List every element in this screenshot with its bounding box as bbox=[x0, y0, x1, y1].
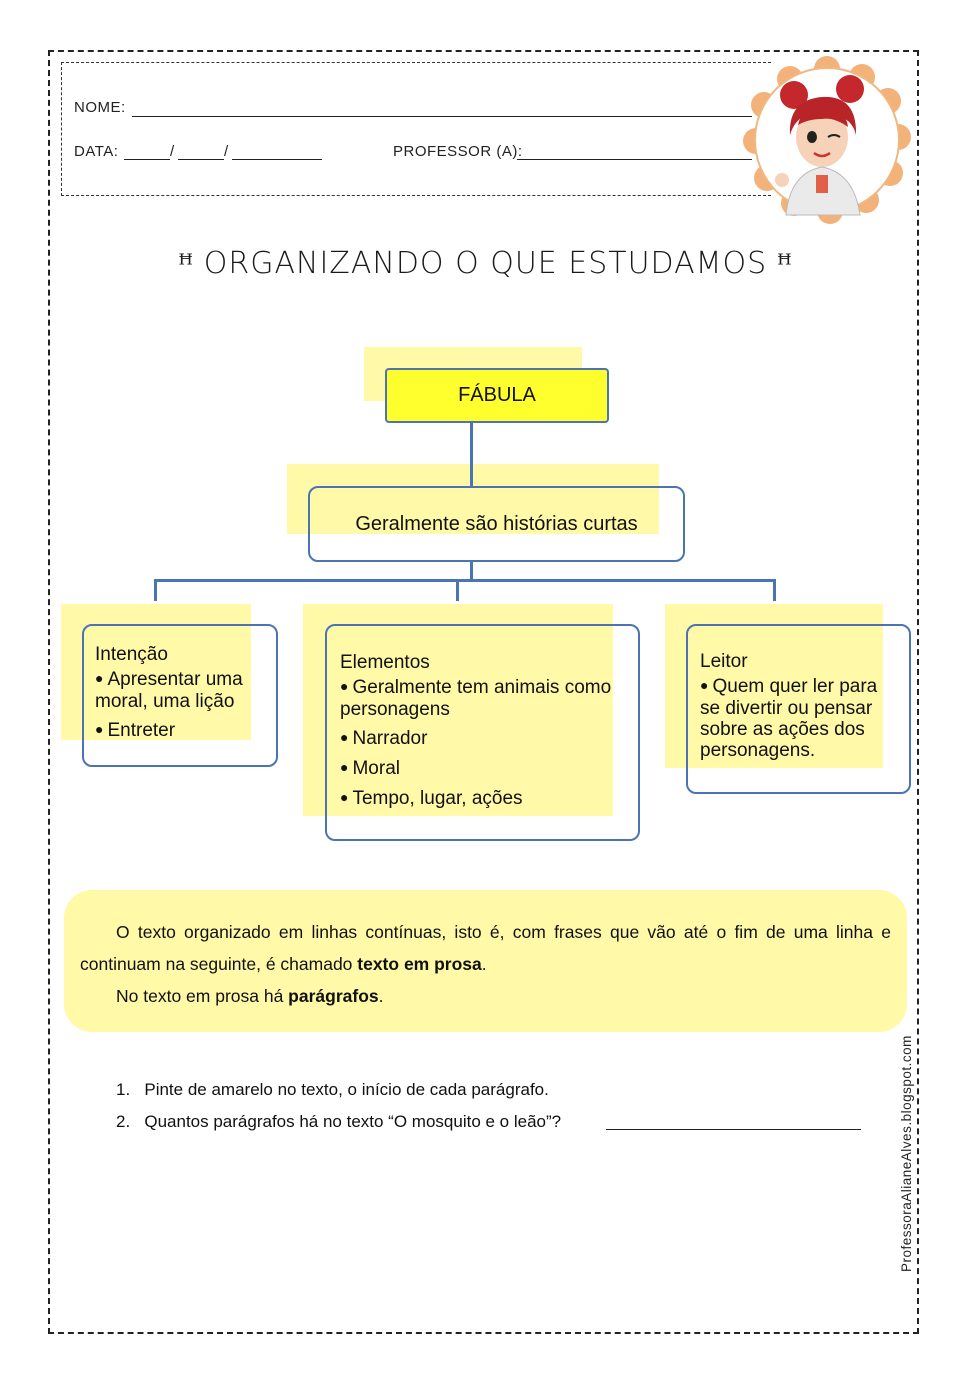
connector-line bbox=[154, 579, 157, 601]
card-item: ● Narrador bbox=[340, 728, 428, 749]
name-field[interactable] bbox=[132, 116, 752, 117]
question-2 bbox=[116, 1112, 561, 1132]
prose-block bbox=[64, 890, 907, 1032]
question-number: 1. bbox=[116, 1080, 131, 1099]
watermark: ProfessoraAlianeAlves.blogspot.com bbox=[899, 1035, 914, 1272]
teacher-label: PROFESSOR (A): bbox=[393, 143, 523, 160]
card-item: ● Quem quer ler para se divertir ou pensar sobre as ações dos personagens. bbox=[700, 676, 878, 761]
date-separator: / bbox=[224, 143, 229, 160]
name-label: NOME: bbox=[74, 99, 126, 116]
card-item: ● Entreter bbox=[95, 720, 176, 741]
date-label: DATA: bbox=[74, 143, 119, 160]
header-box bbox=[61, 62, 771, 196]
title-text: ORGANIZANDO O QUE ESTUDAMOS bbox=[203, 246, 768, 281]
connector-line bbox=[470, 422, 473, 486]
page-title bbox=[0, 246, 971, 281]
connector-line bbox=[470, 561, 473, 581]
diagram-level2-box bbox=[308, 486, 685, 562]
card-item: ● Moral bbox=[340, 758, 400, 779]
ornament-left-icon: ꟸ bbox=[178, 250, 194, 280]
card-item: ● Apresentar uma moral, uma lição bbox=[95, 669, 243, 712]
date-day-field[interactable] bbox=[124, 159, 170, 160]
question-text: Quantos parágrafos há no texto “O mosquito e o leão”? bbox=[144, 1112, 562, 1131]
card-title: Elementos bbox=[340, 652, 430, 673]
ornament-right-icon: ꟸ bbox=[777, 250, 793, 280]
connector-line bbox=[154, 579, 776, 582]
connector-line bbox=[773, 579, 776, 601]
diagram-root-box bbox=[385, 368, 609, 423]
teacher-field[interactable] bbox=[517, 159, 752, 160]
prose-paragraph: No texto em prosa há parágrafos. bbox=[116, 986, 384, 1006]
question-number: 2. bbox=[116, 1112, 131, 1131]
diagram-card-leitor bbox=[686, 624, 911, 794]
date-month-field[interactable] bbox=[178, 159, 224, 160]
date-separator: / bbox=[170, 143, 175, 160]
answer-field[interactable] bbox=[606, 1129, 861, 1130]
card-title: Intenção bbox=[95, 644, 168, 665]
diagram-root-label: FÁBULA bbox=[458, 384, 536, 406]
connector-line bbox=[456, 579, 459, 601]
diagram-card-intencao bbox=[82, 624, 278, 767]
question-text: Pinte de amarelo no texto, o início de cada parágrafo. bbox=[144, 1080, 549, 1099]
teacher-avatar-icon bbox=[742, 55, 912, 225]
date-year-field[interactable] bbox=[232, 159, 322, 160]
diagram-card-elementos bbox=[325, 624, 640, 841]
card-item: ● Tempo, lugar, ações bbox=[340, 788, 523, 809]
question-1 bbox=[116, 1080, 549, 1100]
prose-paragraph: O texto organizado em linhas contínuas, isto é, com frases que vão até o fim de uma linha e continuam na seguinte, é chamado texto em prosa. bbox=[80, 922, 891, 974]
card-title: Leitor bbox=[700, 651, 748, 672]
card-item: ● Geralmente tem animais como personagens bbox=[340, 677, 612, 720]
diagram-level2-label: Geralmente são histórias curtas bbox=[355, 512, 638, 535]
